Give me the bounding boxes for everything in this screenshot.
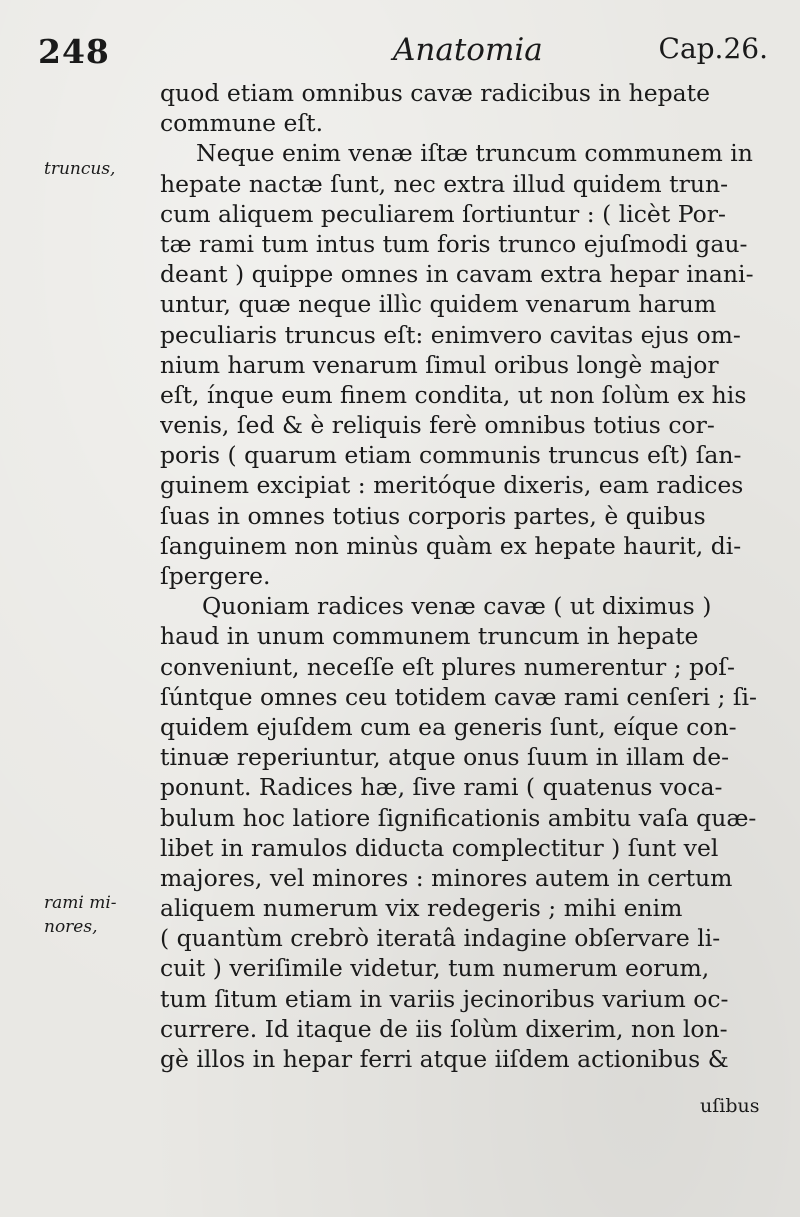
text-line: eſt, ínque eum finem condita, ut non ſolùm ex his xyxy=(160,380,747,409)
text-line: cuit ) veriſimile videtur, tum numerum eorum, xyxy=(160,954,710,983)
text-line: peculiaris truncus eſt: enimvero cavitas ejus om- xyxy=(160,320,741,349)
margin-note-rami-minores-2: nores, xyxy=(44,917,98,937)
text-line: guinem excipiat : meritóque dixeris, eam radices xyxy=(160,471,744,500)
text-line: venis, ſed & è reliquis ferè omnibus totius cor- xyxy=(160,411,715,440)
text-line: quod etiam omnibus cavæ radicibus in hepate xyxy=(160,79,711,107)
text-line: hepate nactæ ſunt, nec extra illud quidem trun- xyxy=(160,169,729,198)
text-line: quidem ejuſdem cum ea generis ſunt, eíque con- xyxy=(160,712,737,741)
text-line: ponunt. Radices hæ, ſive rami ( quatenus voca- xyxy=(160,773,723,802)
page-header xyxy=(38,28,768,72)
text-line: tum ſitum etiam in variis jecinoribus varium oc- xyxy=(160,984,729,1013)
text-line: ( quantùm crebrò iteratâ indagine obſervare li- xyxy=(160,924,721,953)
page-number: 248 xyxy=(38,32,110,71)
text-line: nium harum venarum ſimul oribus longè major xyxy=(160,350,719,379)
text-line: commune eſt. xyxy=(160,109,324,138)
text-line: bulum hoc latiore ſignificationis ambitu vaſa quæ- xyxy=(160,803,757,832)
text-line: deant ) quippe omnes in cavam extra hepar inani- xyxy=(160,260,754,289)
running-title: Anatomia xyxy=(393,32,543,68)
text-line: aliquem numerum vix redegeris ; mihi enim xyxy=(160,894,683,923)
chapter-label: Cap.26. xyxy=(658,32,768,65)
text-line: haud in unum communem truncum in hepate xyxy=(160,622,699,651)
text-line: untur, quæ neque illìc quidem venarum harum xyxy=(160,290,717,319)
text-line: tæ rami tum intus tum foris trunco ejuſmodi gau- xyxy=(160,229,748,258)
text-line: gè illos in hepar ferri atque iiſdem actionibus & xyxy=(160,1045,729,1073)
text-line: ſanguinem non minùs quàm ex hepate haurit, di- xyxy=(160,531,742,560)
text-line: ſúntque omnes ceu totidem cavæ rami cenſeri ; ſi- xyxy=(160,682,757,711)
text-line: tinuæ reperiuntur, atque onus ſuum in illam de- xyxy=(160,743,730,772)
text-line: libet in ramulos diducta complectitur ) ſunt vel xyxy=(160,833,719,862)
text-line: ſpergere. xyxy=(160,562,271,590)
text-line: cum aliquem peculiarem ſortiuntur : ( licèt Por- xyxy=(160,199,726,228)
text-line: conveniunt, neceſſe eſt plures numerentur ; poſ- xyxy=(160,652,735,681)
text-line: Quoniam radices venæ cavæ ( ut diximus ) xyxy=(202,592,712,621)
text-line: currere. Id itaque de iis ſolùm dixerim, non lon- xyxy=(160,1014,728,1043)
catchword: uſibus xyxy=(700,1095,760,1117)
margin-note-truncus: truncus, xyxy=(44,159,116,179)
text-line: ſuas in omnes totius corporis partes, è quibus xyxy=(160,501,706,530)
text-line: majores, vel minores : minores autem in certum xyxy=(160,863,733,892)
body-text xyxy=(160,78,760,1074)
margin-note-rami-minores-1: rami mi- xyxy=(44,893,117,913)
text-line: Neque enim venæ iſtæ truncum communem in xyxy=(196,139,753,168)
text-line: poris ( quarum etiam communis truncus eſt) ſan- xyxy=(160,441,742,470)
